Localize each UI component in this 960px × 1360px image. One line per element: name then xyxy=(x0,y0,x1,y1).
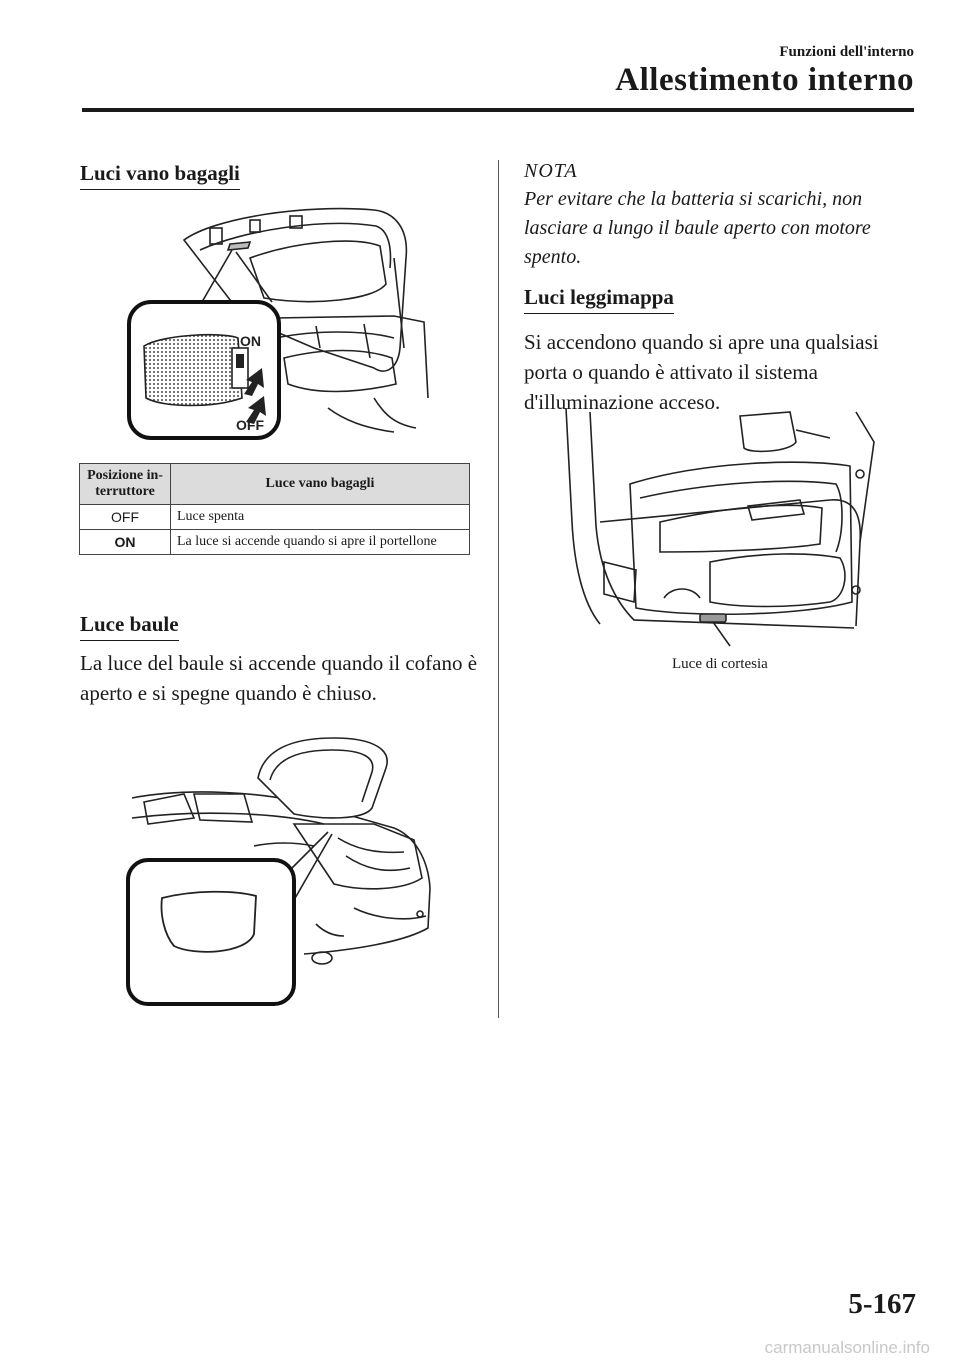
figure-liftgate-light xyxy=(124,198,436,442)
figure-trunk-light xyxy=(124,728,436,1008)
nota-text: Per evitare che la batteria si scarichi, non lasciare a lungo il baule aperto con motore spento. xyxy=(524,188,871,268)
heading-luci-vano-bagagli: Luci vano bagagli xyxy=(80,161,240,190)
table-row xyxy=(80,530,470,555)
header-rule xyxy=(82,108,914,112)
figure-door-courtesy-light xyxy=(560,402,880,646)
description-cell: La luce si accende quando si apre il portellone xyxy=(171,530,470,555)
watermark: carmanualsonline.info xyxy=(764,1338,930,1357)
label-off: OFF xyxy=(236,417,264,433)
table-header-row xyxy=(80,464,470,505)
switch-position-cell: ON xyxy=(80,530,171,555)
nota-title: NOTA xyxy=(524,160,578,182)
paragraph-luci-leggimappa: Si accendono quando si apre una qualsiasi porta o quando è attivato il sistema d'illuminazione acceso. xyxy=(524,330,879,414)
col-header-switch-position: Posizione in-terruttore xyxy=(80,464,171,505)
switch-position-table xyxy=(79,463,470,555)
description-cell: Luce spenta xyxy=(171,505,470,530)
paragraph-luce-baule: La luce del baule si accende quando il cofano è aperto e si spegne quando è chiuso. xyxy=(80,651,478,705)
label-on: ON xyxy=(240,333,261,349)
table-row xyxy=(80,505,470,530)
column-divider xyxy=(498,160,499,1018)
caption-courtesy-light: Luce di cortesia xyxy=(672,656,768,672)
col-header-trunk-light: Luce vano bagagli xyxy=(171,464,470,505)
heading-luci-leggimappa: Luci leggimappa xyxy=(524,285,674,314)
heading-luce-baule: Luce baule xyxy=(80,612,179,641)
section-title: Allestimento interno xyxy=(615,62,914,98)
chapter-title: Funzioni dell'interno xyxy=(779,44,914,60)
page-number: 5-167 xyxy=(848,1288,916,1320)
switch-position-cell: OFF xyxy=(80,505,171,530)
